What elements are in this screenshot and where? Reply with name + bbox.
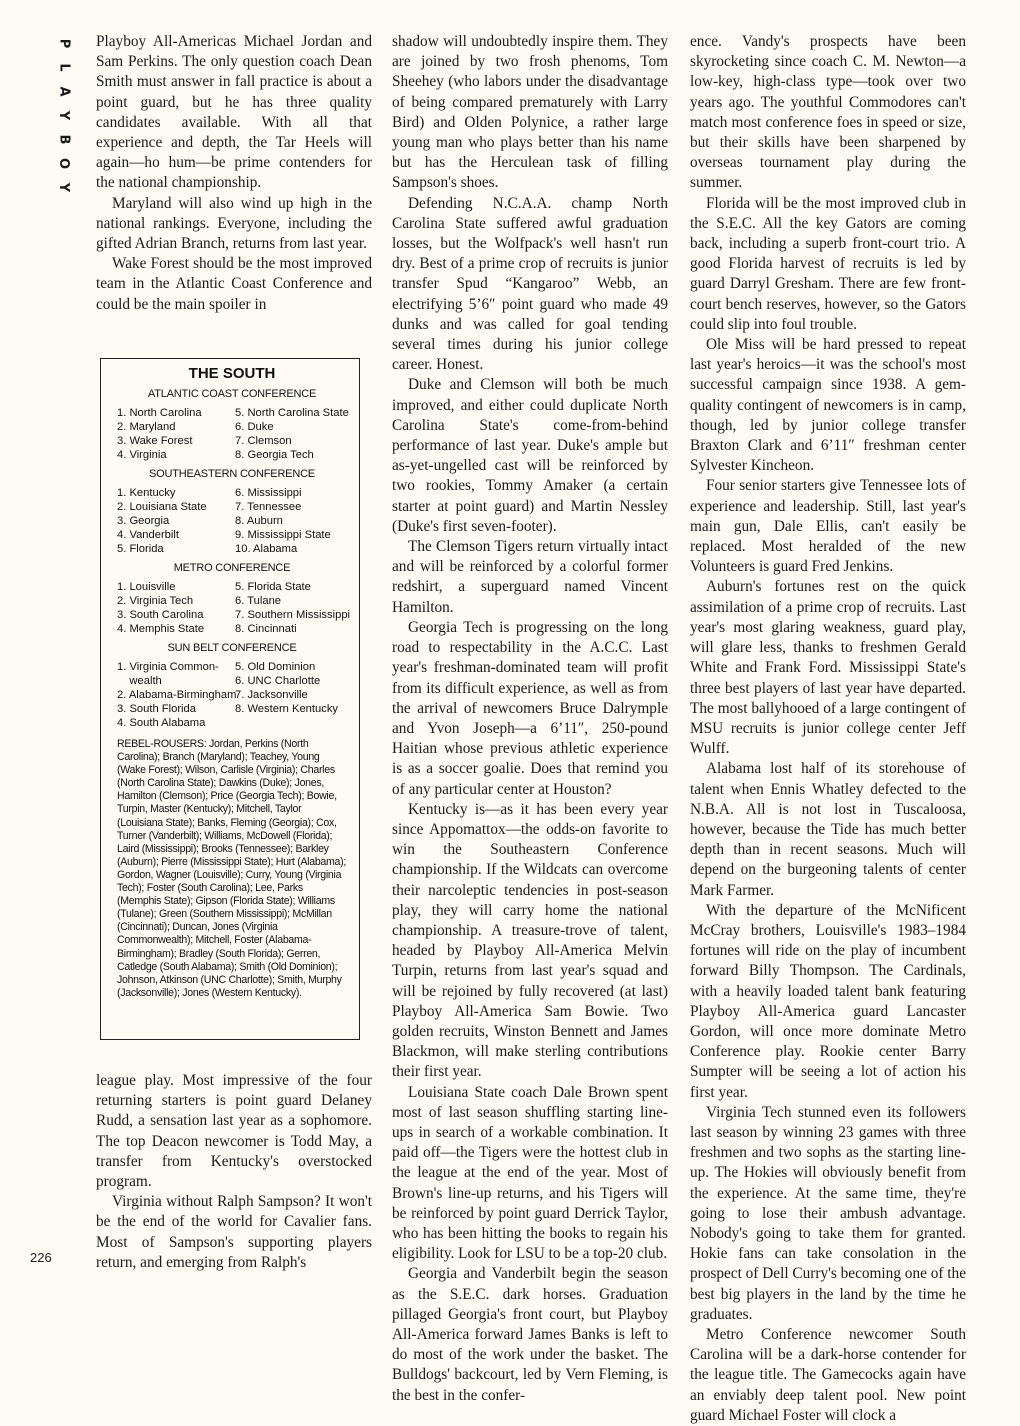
standing-entry: 6. Tulane [235, 595, 282, 607]
conference-name: ATLANTIC COAST CONFERENCE [147, 388, 317, 400]
conference-standings-list [117, 486, 347, 556]
standing-entry: 8. Cincinnati [235, 623, 297, 635]
standing-entry: 5. North Carolina State [235, 407, 349, 419]
masthead-letter: A [56, 86, 72, 97]
conference-standings-list [117, 406, 347, 462]
sidebar-title: THE SOUTH [188, 365, 276, 382]
paragraph: Kentucky is—as it has been every year since Appomattox—the odds-on favorite to win the Southeastern Conference championship. If the Wildcats can overcome their narcoleptic tendencies in post-season play, they will carry home the national championship. A treasure-trove of talent, headed by Playboy All-America Melvin Turpin, returns from last year's squad and will be rejoined by fully recovered (at last) Playboy All-America Sam Bowie. Two golden recruits, Winston Bennett and James Blackmon, will make sterling contributions their first year. [392, 800, 668, 1081]
page-number: 226 [30, 1250, 52, 1265]
conference-standings-list [117, 660, 347, 730]
standing-entry [235, 716, 347, 730]
standing-entry: 3. South Carolina [117, 609, 204, 621]
standing-entry: 2. Virginia Tech [117, 595, 194, 607]
paragraph: Florida will be the most improved club in the S.E.C. All the key Gators are coming back, including a superb front-court trio. A good Florida harvest of recruits is led by guard Darryl Gresham. There are few front-court bench reserves, however, so the Gators could slip into foul trouble. [690, 194, 966, 333]
standing-entry: 7. Tennessee [235, 501, 302, 513]
conference-standings [117, 387, 351, 730]
paragraph: Maryland will also wind up high in the national rankings. Everyone, including the gifted Adrian Branch, returns from last year. [96, 194, 372, 253]
masthead-letter: L [56, 63, 72, 72]
standing-entry: 10. Alabama [235, 543, 298, 555]
playboy-masthead [52, 36, 76, 204]
standing-entry: 4. South Alabama [117, 717, 206, 729]
column-1-top [96, 32, 372, 315]
masthead-letter: B [56, 134, 72, 145]
standing-entry: 7. Clemson [235, 435, 292, 447]
paragraph: Alabama lost half of its storehouse of talent when Ennis Whatley defected to the N.B.A. All is not lost in Tuscaloosa, however, because the Tide has much better depth than in recent seasons. Much will depend on the burgeoning talents of center Mark Farmer. [690, 760, 966, 899]
standing-entry: 1. North Carolina [117, 407, 202, 419]
column-2 [392, 32, 668, 1406]
paragraph: Louisiana State coach Dale Brown spent most of last season shuffling starting line-ups in search of a workable combination. It paid off—the Tigers were the hottest club in the league at the end of the year. Most of Brown's line-up returns, and his Tigers will be reinforced by point guard Derrick Taylor, who has been hitting the books to regain his eligibility. Look for LSU to be a top-20 club. [392, 1083, 668, 1263]
standing-entry: 4. Vanderbilt [117, 529, 179, 541]
paragraph: With the departure of the McNificent McCray brothers, Louisville's 1983–1984 fortunes will ride on the play of incumbent forward Billy Thompson. The Cardinals, with a heavily loaded talent bank featuring Playboy All-America guard Lancaster Gordon, will once more dominate Metro Conference play. Rookie center Barry Sumpter will be seeing a lot of action his first year. [690, 901, 966, 1101]
standing-entry: 3. Wake Forest [117, 435, 193, 447]
standing-entry: 1. Louisville [117, 581, 176, 593]
the-south-sidebar [100, 358, 360, 1040]
rebel-rousers: REBEL-ROUSERS: Jordan, Perkins (North Carolina); Branch (Maryland); Teachey, Young (Wake Forest); Wilson, Carlisle (Virginia); Charles (North Carolina State); Dawkins (Duke); Jones, Hamilton (Clemson); Price (Georgia Tech); Bowie, Turpin, Master (Kentucky); Mitchell, Taylor (Louisiana State); Banks, Fleming (Georgia); Cox, Turner (Vanderbilt); Williams, McDowell (Florida); Laird (Mississippi); Brooks (Tennessee); Barkley (Auburn); Pierre (Mississippi State); Hurt (Alabama); Gordon, Wagner (Louisville); Curry, Young (Virginia Tech); Foster (South Carolina); Lee, Parks (Memphis State); Gipson (Florida State); Williams (Tulane); Green (Southern Mississippi); McMillan (Cincinnati); Duncan, Jones (Virginia Commonwealth); Mitchell, Foster (Alabama-Birmingham); Bradley (South Florida); Gerren, Catledge (South Alabama); Smith (Old Dominion); Johnson, Atkinson (UNC Charlotte); Smith, Murphy (Jacksonville); Jones (Western Kentucky). [117, 738, 347, 999]
standing-entry: 9. Mississippi State [235, 529, 331, 541]
paragraph: Metro Conference newcomer South Carolina will be a dark-horse contender for the league title. The Gamecocks again have an enviably deep talent pool. New point guard Michael Foster will clock a [690, 1326, 966, 1424]
standing-entry: 3. South Florida [117, 703, 196, 715]
paragraph: Virginia Tech stunned even its followers last season by winning 23 games with three freshmen and two sophs as the starting line-up. The Hokies will obviously benefit from the experience. At the same time, they're going to lose their ambush advantage. Nobody's going to take them for granted. Hokie fans can take consolation in the prospect of Dell Curry's becoming one of the best big players in the land by the time he graduates. [690, 1103, 966, 1323]
paragraph: Ole Miss will be hard pressed to repeat last year's heroics—it was the school's most successful campaign since 1938. A gem-quality contingent of newcomers is in camp, though, led by junior college transfer Braxton Clark and 6’11″ freshman center Sylvester Kincheon. [690, 336, 966, 475]
standing-entry: 4. Memphis State [117, 623, 205, 635]
column-3 [690, 32, 966, 1426]
standing-entry: 8. Georgia Tech [235, 449, 314, 461]
paragraph: Playboy All-Americas Michael Jordan and Sam Perkins. The only question coach Dean Smith must answer in fall practice is about a point guard, but he has three quality candidates available. With all that experience and depth, the Tar Heels will again—ho hum—be prime contenders for the national championship. [96, 33, 372, 192]
conference-name: METRO CONFERENCE [173, 562, 291, 574]
standing-entry: 6. UNC Charlotte [235, 675, 321, 687]
standing-entry: 3. Georgia [117, 515, 170, 527]
masthead-letter: Y [56, 110, 72, 121]
standing-entry: 4. Virginia [117, 449, 167, 461]
standing-entry: 5. Florida [117, 543, 164, 555]
conference-standings-list [117, 580, 351, 636]
standing-entry: wealth [117, 675, 162, 687]
standing-entry: 7. Southern Mississippi [235, 609, 351, 621]
paragraph: Auburn's fortunes rest on the quick assimilation of a prime crop of recruits. Last year's most glaring weakness, guard play, will glare less, thanks to freshmen Gerald White and Frank Ford. Mississippi State's three best players of last year have departed. The most ballyhooed of a large contingent of MSU recruits is junior college center Jeff Wulff. [690, 578, 966, 758]
paragraph: Defending N.C.A.A. champ North Carolina State suffered awful graduation losses, but the Wolfpack's well hasn't run dry. Best of a prime crop of recruits is junior transfer Spud “Kangaroo” Webb, an electrifying 5’6″ point guard who made 49 dunks and was called for goal tending several times during his junior college career. Honest. [392, 194, 668, 374]
paragraph: shadow will undoubtedly inspire them. They are joined by two frosh phenoms, Tom Sheehey (who labors under the disadvantage of being compared prematurely with Larry Bird) and Olden Polynice, a rather large young man who plays better than his name but has the Herculean task of filling Sampson's shoes. [392, 33, 668, 192]
paragraph: Duke and Clemson will both be much improved, and either could duplicate North Carolina State's come-from-behind performance of last year. Duke's ample but as-yet-ungelled cast will be reinforced by two rookies, Tommy Amaker (a certain starter at point guard) and Martin Nessley (Duke's first seven-footer). [392, 376, 668, 535]
paragraph: Four senior starters give Tennessee lots of experience and leadership. Still, last year's main gun, Dale Ellis, can't easily be replaced. Most heralded of the new Volunteers is guard Fred Jenkins. [690, 477, 966, 576]
conference-name: SUN BELT CONFERENCE [167, 642, 297, 654]
standing-entry: 8. Western Kentucky [235, 703, 339, 715]
paragraph: ence. Vandy's prospects have been skyrocketing since coach C. M. Newton—a low-key, high-class type—took over two years ago. The youthful Commodores can't match most conference foes in speed or size, but their skills have been sharpened by overseas tournament play during the summer. [690, 33, 966, 192]
standing-entry: 5. Old Dominion [235, 661, 316, 673]
masthead-letter: O [56, 157, 72, 170]
standing-entry: 1. Kentucky [117, 487, 176, 499]
conference-name: SOUTHEASTERN CONFERENCE [149, 468, 315, 480]
paragraph: Georgia and Vanderbilt begin the season as the S.E.C. dark horses. Graduation pillaged Georgia's front court, but Playboy All-America forward James Banks is left to do most of the work under the basket. The Bulldogs' backcourt, led by Vern Fleming, is the best in the confer- [392, 1265, 668, 1404]
standing-entry: 2. Alabama-Birmingham [117, 689, 237, 701]
standing-entry: 5. Florida State [235, 581, 311, 593]
paragraph: Georgia Tech is progressing on the long road to respectability in the A.C.C. Last year's freshman-dominated team will profit from its difficult experience, as well as from the arrival of newcomers Bruce Dalrymple and Yvon Joseph—a 6’11″, 250-pound Haitian whose previous athletic experience is as a soccer goalie. Does that remind you of any particular center at Houston? [392, 618, 668, 798]
paragraph: league play. Most impressive of the four returning starters is point guard Delaney Rudd, a sensation last year as a sophomore. The top Deacon newcomer is Todd May, a transfer from Kentucky's overstocked program. [96, 1072, 372, 1191]
masthead-letter: Y [56, 182, 72, 193]
masthead-letter: P [56, 38, 72, 49]
standing-entry: 8. Auburn [235, 515, 283, 527]
paragraph: Wake Forest should be the most improved team in the Atlantic Coast Conference and could be the main spoiler in [96, 255, 372, 313]
standing-entry: 6. Duke [235, 421, 274, 433]
standing-entry: 6. Mississippi [235, 487, 302, 499]
paragraph: The Clemson Tigers return virtually intact and will be reinforced by a colorful former redshirt, a superguard named Vincent Hamilton. [392, 538, 668, 616]
standing-entry: 7. Jacksonville [235, 689, 308, 701]
standing-entry: 2. Louisiana State [117, 501, 207, 513]
standing-entry: 2. Maryland [117, 421, 176, 433]
paragraph: Virginia without Ralph Sampson? It won't be the end of the world for Cavalier fans. Most of Sampson's supporting players return, and emerging from Ralph's [96, 1193, 372, 1271]
standing-entry: 1. Virginia Common- [117, 661, 219, 673]
column-1-bottom [96, 1071, 372, 1273]
